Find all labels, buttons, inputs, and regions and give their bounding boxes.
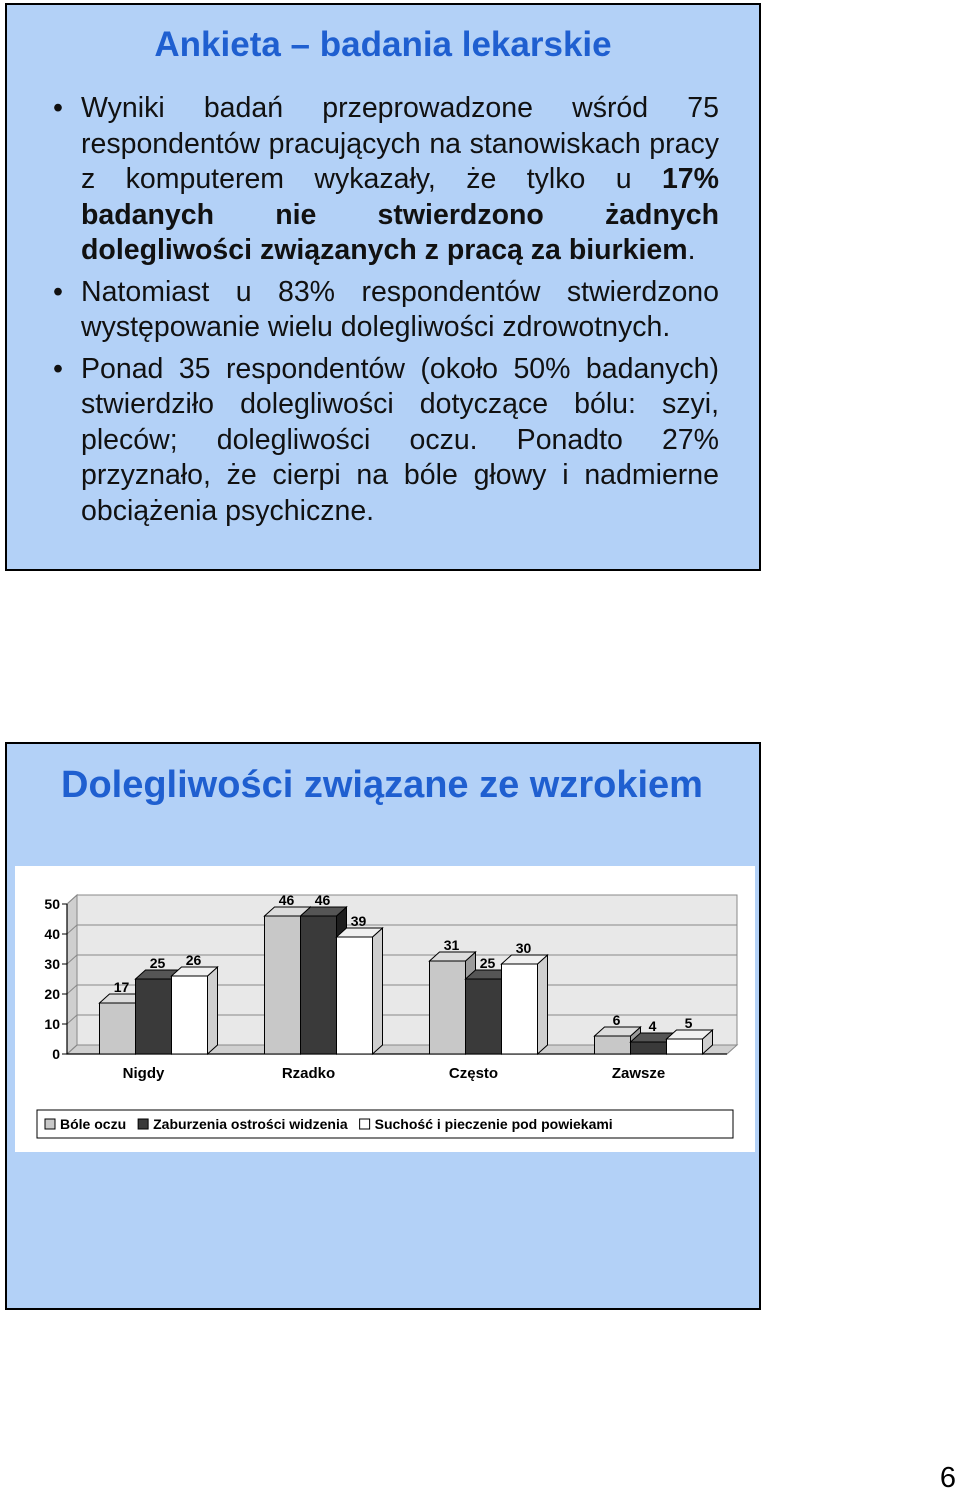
bullet-text: Ponad 35 respondentów (około 50% badanych) stwierdziło dolegliwości dotyczące bólu: szyi, pleców; dolegliwości oczu. Ponadto 27% przyznało, że cierpi na bóle głowy i nadmierne obciążenia psychiczne. <box>81 352 719 527</box>
x-tick-label: Zawsze <box>611 1065 666 1082</box>
x-tick-label: Często <box>448 1065 499 1082</box>
data-label: 6 <box>612 1012 621 1028</box>
data-label: 26 <box>185 952 202 968</box>
bar <box>301 916 337 1054</box>
bullet-icon: • <box>53 92 63 124</box>
bar <box>337 937 373 1054</box>
legend-swatch <box>138 1119 148 1129</box>
x-tick-label: Rzadko <box>281 1065 336 1082</box>
bar <box>100 1003 136 1054</box>
legend-label: Suchość i pieczenie pod powiekami <box>374 1116 613 1132</box>
chart-side-wall <box>67 895 77 1054</box>
bullet-text-bold: 17% badanych nie stwierdzono żadnych dolegliwości związanych z pracą za biurkiem <box>81 163 719 266</box>
y-tick-label: 0 <box>52 1046 60 1062</box>
bar-side <box>208 967 218 1054</box>
bar <box>631 1042 667 1054</box>
y-tick-label: 20 <box>44 986 60 1002</box>
slide-title: Ankieta – badania lekarskie <box>154 25 612 64</box>
page-number: 6 <box>939 1462 956 1494</box>
bullet-icon: • <box>53 275 63 308</box>
x-tick-label: Nigdy <box>122 1065 165 1082</box>
y-tick-label: 40 <box>44 926 60 942</box>
slide-title: Dolegliwości związane ze wzrokiem <box>61 764 703 806</box>
data-label: 30 <box>515 940 532 956</box>
data-label: 25 <box>149 955 166 971</box>
bar <box>667 1039 703 1054</box>
data-label: 31 <box>443 937 460 953</box>
y-tick-label: 50 <box>44 896 60 912</box>
bullet-text: Wyniki badań przeprowadzone wśród 75 respondentów pracujących na stanowiskach pracy z komputerem wykazały, że tylko u <box>81 92 719 195</box>
bar <box>466 979 502 1054</box>
bar <box>595 1036 631 1054</box>
bar <box>265 916 301 1054</box>
bar <box>502 964 538 1054</box>
data-label: 46 <box>314 892 331 908</box>
legend-swatch <box>360 1119 370 1129</box>
legend-swatch <box>45 1119 55 1129</box>
legend-label: Bóle oczu <box>60 1116 127 1132</box>
bullet-item <box>53 275 719 346</box>
slide-vision-complaints <box>5 742 761 1310</box>
bar-side <box>373 928 383 1054</box>
slide-survey <box>5 3 761 571</box>
data-label: 39 <box>350 913 367 929</box>
bullet-icon: • <box>53 352 63 385</box>
data-label: 46 <box>278 892 295 908</box>
bar <box>136 979 172 1054</box>
bullet-text: Natomiast u 83% respondentów stwierdzono występowanie wielu dolegliwości zdrowotnych. <box>81 275 719 343</box>
bullet-text-tail: . <box>687 234 696 266</box>
data-label: 25 <box>479 955 496 971</box>
bar-side <box>538 955 548 1054</box>
bullet-list <box>53 91 719 535</box>
bullet-item <box>53 91 719 269</box>
legend-label: Zaburzenia ostrości widzenia <box>153 1116 348 1132</box>
y-tick-label: 10 <box>44 1016 60 1032</box>
y-tick-label: 30 <box>44 956 60 972</box>
data-label: 5 <box>684 1015 693 1031</box>
data-label: 17 <box>113 979 130 995</box>
bar <box>430 961 466 1054</box>
bar-chart <box>15 866 755 1152</box>
bar <box>172 976 208 1054</box>
bullet-item <box>53 352 719 530</box>
data-label: 4 <box>648 1018 657 1034</box>
chart <box>15 866 755 1152</box>
